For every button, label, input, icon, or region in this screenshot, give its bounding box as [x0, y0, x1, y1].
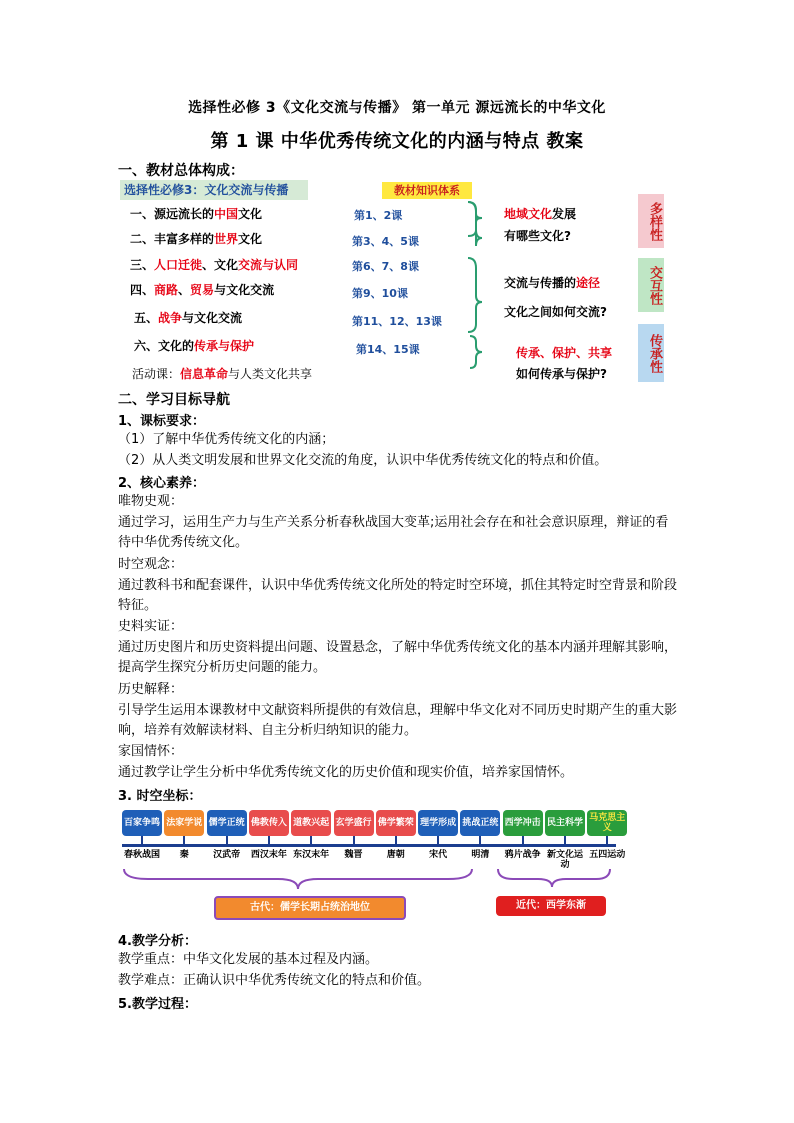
section2-sub1: 1、课标要求： [118, 414, 206, 429]
tag-interaction: 交互性 [638, 258, 664, 312]
timeline-tick [606, 836, 608, 846]
timeline-tick [310, 836, 312, 846]
modern-label: 近代：西学东渐 [496, 896, 606, 916]
timeline-period: 五四运动 [589, 850, 626, 860]
timeline-event: 道教兴起 [291, 810, 331, 836]
timeline-tick [268, 836, 270, 846]
timeline-period: 汉武帝 [213, 850, 241, 860]
literacy-5-text: 通过教学让学生分析中华优秀传统文化的历史价值和现实价值，培养家国情怀。 [118, 765, 574, 780]
group2-line1: 交流与传播的途径 [504, 276, 601, 290]
group3-line1: 传承、保护、共享 [516, 346, 613, 360]
teaching-difficulty: 教学难点：正确认识中华优秀传统文化的特点和价值。 [118, 973, 431, 988]
timeline-tick [353, 836, 355, 846]
section5-title: 5.教学过程： [118, 997, 197, 1012]
timeline-period: 明清 [471, 850, 490, 860]
unit-5-lessons: 第11、12、13课 [352, 315, 442, 328]
book-label [120, 180, 308, 200]
section1-title: 一、教材总体构成： [118, 163, 244, 179]
timeline-event: 佛学繁荣 [376, 810, 416, 836]
timeline-tick [564, 836, 566, 846]
timeline-event: 佛教传入 [249, 810, 289, 836]
timeline-period: 鸦片战争 [504, 850, 541, 860]
unit-5: 五、战争与文化交流 [134, 311, 243, 325]
timeline-period: 宋代 [429, 850, 448, 860]
section2-title: 二、学习目标导航 [118, 392, 230, 408]
timeline-event: 儒学正统 [207, 810, 247, 836]
teaching-key-point: 教学重点：中华文化发展的基本过程及内涵。 [118, 952, 379, 967]
unit-2-lessons: 第3、4、5课 [352, 235, 419, 248]
literacy-4-name: 历史解释： [118, 682, 184, 697]
book-label-text: 选择性必修3：文化交流与传播 [124, 183, 289, 197]
section2-sub3: 3. 时空坐标： [118, 789, 202, 804]
timeline-period: 新文化运动 [546, 850, 583, 870]
tag-inheritance: 传承性 [638, 324, 664, 382]
unit-3: 三、人口迁徙、文化交流与认同 [130, 258, 299, 272]
timeline-event: 玄学盛行 [334, 810, 374, 836]
group1-line2: 有哪些文化? [504, 229, 571, 243]
brace-3 [470, 336, 482, 368]
timeline [118, 808, 638, 923]
timeline-tick [183, 836, 185, 846]
unit-2: 二、丰富多样的世界文化 [130, 232, 263, 246]
timeline-event: 民主科学 [545, 810, 585, 836]
timeline-axis [122, 844, 616, 847]
timeline-tick [395, 836, 397, 846]
timeline-event: 理学形成 [418, 810, 458, 836]
activity-lesson: 活动课：信息革命与人类文化共享 [132, 367, 313, 381]
timeline-period: 西汉末年 [250, 850, 287, 860]
unit-1: 一、源远流长的中国文化 [130, 207, 263, 221]
requirement-2: （2）从人类文明发展和世界文化交流的角度，认识中华优秀传统文化的特点和价值。 [118, 453, 608, 468]
timeline-tick [479, 836, 481, 846]
timeline-period: 春秋战国 [123, 850, 160, 860]
timeline-tick [522, 836, 524, 846]
section4-title: 4.教学分析： [118, 934, 197, 949]
course-header: 选择性必修 3《文化交流与传播》 第一单元 源远流长的中华文化 [188, 100, 606, 116]
unit-6-lessons: 第14、15课 [356, 343, 420, 356]
unit-1-lessons: 第1、2课 [354, 209, 403, 222]
brace-ancient [124, 869, 472, 889]
group3-line2: 如何传承与保护? [516, 367, 607, 381]
unit-6: 六、文化的传承与保护 [134, 339, 255, 353]
timeline-period: 东汉末年 [293, 850, 330, 860]
literacy-1-name: 唯物史观： [118, 494, 184, 509]
timeline-tick [141, 836, 143, 846]
unit-3-lessons: 第6、7、8课 [352, 260, 419, 273]
timeline-event: 百家争鸣 [122, 810, 162, 836]
literacy-3-text: 通过历史图片和历史资料提出问题、设置悬念，了解中华优秀传统文化的基本内涵并理解其影响，提高学生探究分析历史问题的能力。 [118, 640, 678, 675]
unit-4-lessons: 第9、10课 [352, 287, 408, 300]
tag-diversity: 多样性 [638, 194, 664, 248]
group1-line1: 地域文化发展 [504, 207, 577, 221]
braces [462, 196, 488, 386]
literacy-4-text: 引导学生运用本课教材中文献资料所提供的有效信息，理解中华文化对不同历史时期产生的重大影响，培养有效解读材料、自主分析归纳知识的能力。 [118, 703, 678, 738]
timeline-period: 唐朝 [386, 850, 405, 860]
ancient-label: 古代：儒学长期占统治地位 [214, 896, 406, 920]
unit-4: 四、商路、贸易与文化交流 [130, 283, 275, 297]
brace-modern [498, 869, 610, 887]
timeline-tick [437, 836, 439, 846]
timeline-event: 西学冲击 [503, 810, 543, 836]
brace-2 [468, 258, 482, 332]
timeline-tick [226, 836, 228, 846]
requirement-1: （1）了解中华优秀传统文化的内涵； [118, 432, 335, 447]
lesson-title: 第 1 课 中华优秀传统文化的内涵与特点 教案 [210, 131, 584, 152]
timeline-event: 法家学说 [164, 810, 204, 836]
timeline-period: 秦 [179, 850, 189, 860]
timeline-event: 挑战正统 [460, 810, 500, 836]
literacy-2-text: 通过教科书和配套课件，认识中华优秀传统文化所处的特定时空环境，抓住其特定时空背景和阶段特征。 [118, 578, 678, 613]
knowledge-system-label: 教材知识体系 [382, 182, 472, 199]
section2-sub2: 2、核心素养： [118, 476, 206, 491]
literacy-2-name: 时空观念： [118, 557, 184, 572]
literacy-3-name: 史料实证： [118, 619, 184, 634]
timeline-period: 魏晋 [344, 850, 363, 860]
literacy-5-name: 家国情怀： [118, 744, 184, 759]
timeline-event: 马克思主义 [587, 810, 627, 836]
literacy-1-text: 通过学习，运用生产力与生产关系分析春秋战国大变革;运用社会存在和社会意识原理，辩证的看待中华优秀传统文化。 [118, 515, 669, 550]
group2-line2: 文化之间如何交流? [504, 305, 607, 319]
